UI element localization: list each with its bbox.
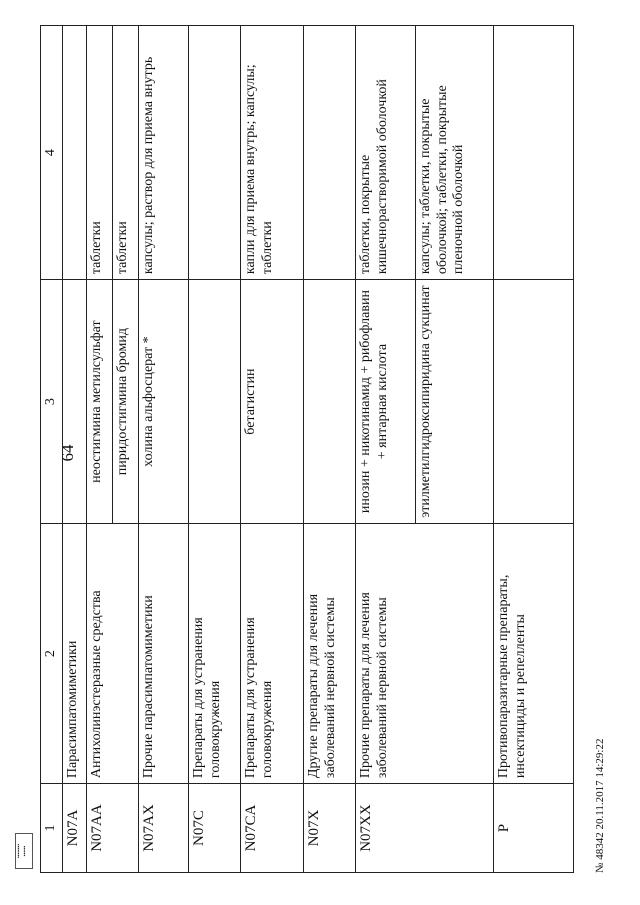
atc-code-cell: N07AX	[139, 784, 189, 873]
table-row	[63, 26, 87, 873]
form-cell	[304, 26, 356, 280]
group-cell: Парасимпатомиметики	[63, 524, 87, 784]
drug-classification-table	[40, 25, 574, 873]
atc-code-cell: P	[494, 784, 574, 873]
form-cell: таблетки, покрытые кишечнорастворимой оболочкой	[356, 26, 416, 280]
group-cell: Другие препараты для лечения заболеваний нервной системы	[304, 524, 356, 784]
form-cell: капсулы; раствор для приема внутрь	[139, 26, 189, 280]
atc-code-cell: N07A	[63, 784, 87, 873]
header-cell: 2	[41, 524, 63, 784]
form-cell: капли для приема внутрь; капсулы; таблетки	[241, 26, 304, 280]
substance-cell: холина альфосцерат *	[139, 280, 189, 524]
page-number: 64	[58, 444, 77, 462]
atc-code-cell: N07CA	[241, 784, 304, 873]
substance-cell	[494, 280, 574, 524]
substance-cell: неостигмина метилсульфат	[87, 280, 113, 524]
table-row	[139, 26, 189, 873]
substance-cell	[304, 280, 356, 524]
substance-cell	[189, 280, 241, 524]
form-cell	[63, 26, 87, 280]
group-cell: Препараты для устранения головокружения	[189, 524, 241, 784]
substance-cell: пиридостигмина бромид	[113, 280, 139, 524]
header-cell: 3	[41, 280, 63, 524]
table-row	[241, 26, 304, 873]
seal-stamp-icon: ▪▪▪▪▪▪▪▪ ▪▪▪▪▪▪	[15, 833, 33, 869]
table-row	[87, 26, 113, 873]
table-row	[494, 26, 574, 873]
substance-cell: бетагистин	[241, 280, 304, 524]
atc-code-cell: N07AA	[87, 784, 139, 873]
form-cell: капсулы; таблетки, покрытые оболочкой; таблетки, покрытые пленочной оболочкой	[416, 26, 494, 280]
group-cell: Препараты для устранения головокружения	[241, 524, 304, 784]
form-cell: таблетки	[87, 26, 113, 280]
group-cell: Противопаразитарные препараты, инсектициды и репелленты	[494, 524, 574, 784]
form-cell: таблетки	[113, 26, 139, 280]
atc-code-cell: N07X	[304, 784, 356, 873]
table-row	[189, 26, 241, 873]
table-row	[356, 26, 416, 873]
atc-code-cell: N07C	[189, 784, 241, 873]
group-cell: Прочие препараты для лечения заболеваний нервной системы	[356, 524, 494, 784]
group-cell: Прочие парасимпатомиметики	[139, 524, 189, 784]
atc-code-cell: N07XX	[356, 784, 494, 873]
form-cell	[189, 26, 241, 280]
group-cell: Антихолинэстеразные средства	[87, 524, 139, 784]
header-cell: 1	[41, 784, 63, 873]
substance-cell: этилметилгидроксипиридина сукцинат	[416, 280, 494, 524]
substance-cell: инозин + никотинамид + рибофлавин + янтарная кислота	[356, 280, 416, 524]
substance-cell	[63, 280, 87, 524]
header-cell: 4	[41, 26, 63, 280]
form-cell	[494, 26, 574, 280]
registration-stamp-text: № 48342 20.11.2017 14:29:22	[594, 738, 606, 873]
table-header-row	[41, 26, 63, 873]
table-row	[304, 26, 356, 873]
